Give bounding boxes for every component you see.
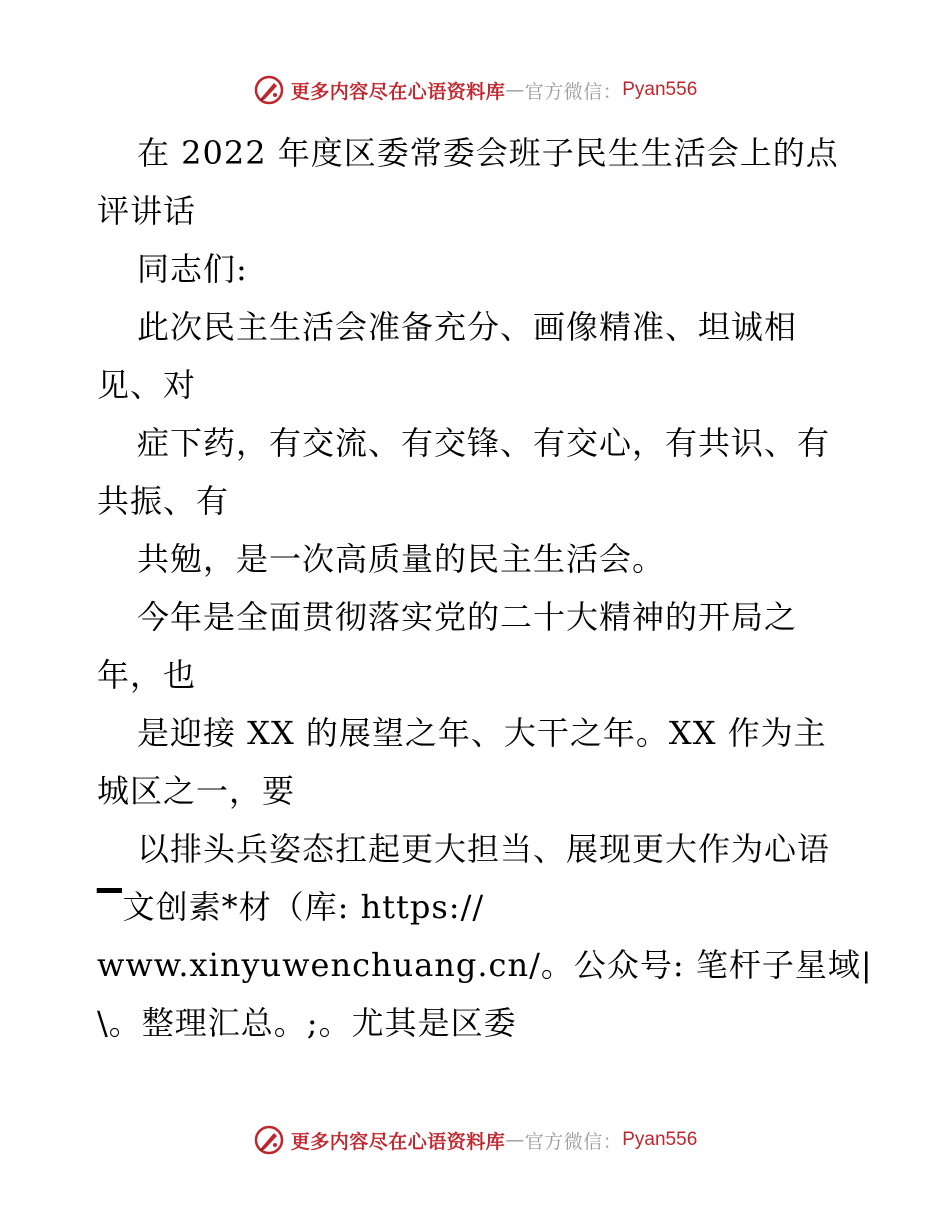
header-dash: — bbox=[505, 79, 525, 101]
text-line: www.xinyuwenchuang.cn/。公众号: 笔杆子星域| bbox=[97, 946, 873, 984]
text-line: 在 2022 年度区委常委会班子民生生活会上的点 bbox=[137, 134, 839, 172]
text-line: 评讲话 bbox=[97, 192, 197, 230]
footer-brand-text: 更多内容尽在心语资料库 bbox=[290, 1130, 506, 1153]
document-body bbox=[97, 124, 873, 1052]
text-line: 共振、有 bbox=[97, 482, 230, 520]
text-line: 年，也 bbox=[97, 656, 197, 694]
footer-dash: — bbox=[505, 1129, 525, 1151]
footer-contact-label: 官方微信： bbox=[524, 1130, 623, 1153]
text-line: 今年是全面贯彻落实党的二十大精神的开局之 bbox=[137, 598, 798, 636]
text-line: 是迎接 XX 的展望之年、大干之年。XX 作为主 bbox=[137, 714, 827, 752]
footer-contact-id: Pyan556 bbox=[622, 1129, 698, 1150]
text-line: 以排头兵姿态扛起更大担当、展现更大作为心语 bbox=[137, 830, 831, 868]
text-line: 同志们: bbox=[137, 250, 248, 288]
header-contact-label: 官方微信： bbox=[524, 80, 623, 103]
text-line: \。整理汇总。;。尤其是区委 bbox=[97, 1004, 517, 1042]
text-line: 症下药，有交流、有交锋、有交心，有共识、有 bbox=[137, 424, 831, 462]
header-brand-text: 更多内容尽在心语资料库 bbox=[290, 80, 506, 103]
text-line: ▔文创素*材（库: https:// bbox=[97, 888, 485, 926]
text-line: 城区之一，要 bbox=[97, 772, 296, 810]
pen-logo-icon bbox=[253, 74, 285, 106]
footer-banner bbox=[0, 1120, 950, 1160]
text-line: 共勉，是一次高质量的民主生活会。 bbox=[137, 540, 666, 578]
header-contact-id: Pyan556 bbox=[622, 79, 698, 100]
text-line: 此次民主生活会准备充分、画像精准、坦诚相 bbox=[137, 308, 798, 346]
text-line: 见、对 bbox=[97, 366, 197, 404]
header-banner bbox=[0, 70, 950, 110]
pen-logo-icon bbox=[253, 1124, 285, 1156]
